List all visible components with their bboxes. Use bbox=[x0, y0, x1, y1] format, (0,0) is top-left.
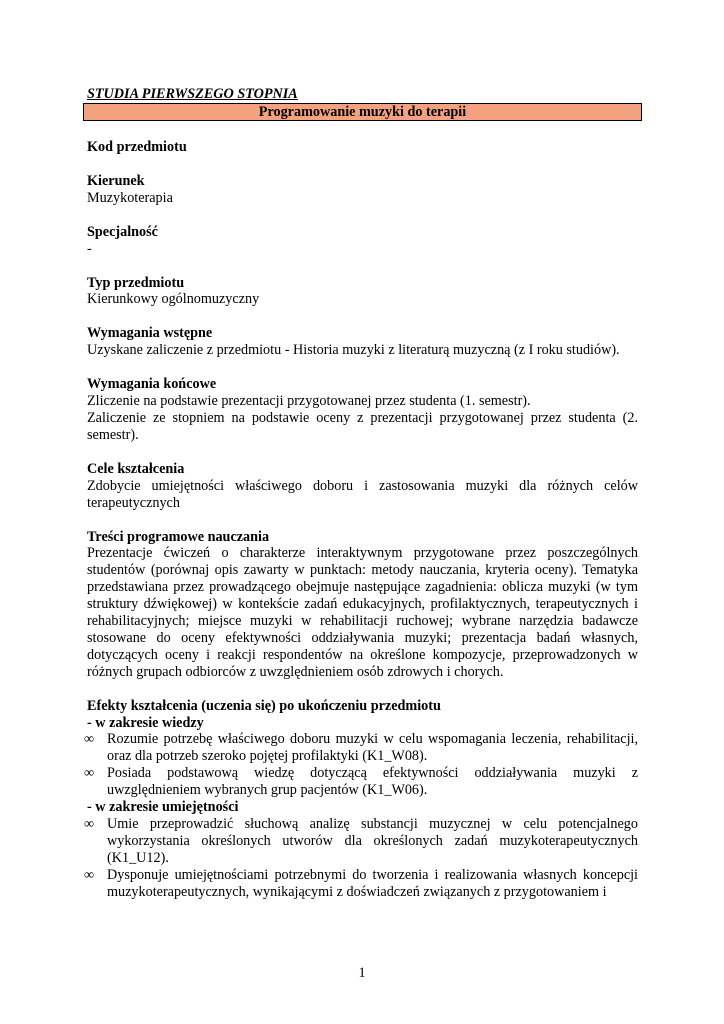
heading-kierunek: Kierunek bbox=[87, 172, 145, 189]
text-typ: Kierunkowy ogólnomuzyczny bbox=[87, 291, 260, 308]
heading-efekty: Efekty kształcenia (uczenia się) po ukończeniu przedmiotu bbox=[87, 697, 441, 714]
heading-typ: Typ przedmiotu bbox=[87, 274, 185, 291]
text-tresci: Prezentacje ćwiczeń o charakterze interaktywnym przygotowane przez poszczególnych studentów (porównaj opis zawarty w punktach: metody nauczania, kryteria oceny). Tematyka przedstawiana przez prowadzącego obejmuje następujące zagadnienia: oblicza muzyki (w tym struktury dźwiękowej) w kontekście zadań edukacyjnych, profilaktycznych, terapeutycznych i rehabilitacyjnych; miejsce muzyki w rehabilitacji ruchowej; wybrane narzędzia badawcze stosowane do oceny efektywności oddziaływania muzyki; prezentacja badań własnych, dotyczących oceny i reakcji respondentów na określone kompozycje, przeprowadzonych w różnych grupach odbiorców z uwzględnieniem osób zdrowych i chorych. bbox=[87, 545, 638, 680]
label-wiedza: - w zakresie wiedzy bbox=[87, 714, 204, 731]
section-wymagania-wstepne bbox=[87, 325, 638, 359]
infinity-bullet-icon: ∞ bbox=[84, 731, 95, 748]
section-kod bbox=[87, 139, 638, 156]
infinity-bullet-icon: ∞ bbox=[84, 816, 95, 832]
document-content bbox=[84, 86, 638, 901]
list-item bbox=[84, 731, 638, 765]
label-umiejetnosci: - w zakresie umiejętności bbox=[87, 799, 239, 816]
section-wymagania-koncowe bbox=[87, 376, 638, 444]
text-wymagania-koncowe-2: Zaliczenie ze stopniem na podstawie oceny z prezentacji przygotowanej przez studenta (2. semestr). bbox=[87, 409, 638, 443]
section-tresci bbox=[87, 529, 638, 681]
list-item bbox=[84, 866, 638, 901]
page-number: 1 bbox=[358, 965, 366, 981]
text-specjalnosc: - bbox=[87, 240, 92, 257]
section-typ bbox=[87, 275, 638, 309]
list-item-text: Posiada podstawową wiedzę dotyczącą efektywności oddziaływania muzyki z uwzględnieniem wybranych grup pacjentów (K1_W06). bbox=[107, 765, 638, 799]
text-wymagania-koncowe-1: Zliczenie na podstawie prezentacji przygotowanej przez studenta (1. semestr). bbox=[87, 393, 531, 410]
list-item-text: Dysponuje umiejętnościami potrzebnymi do tworzenia i realizowania własnych koncepcji muzykoterapeutycznych, wynikającymi z doświadczeń związanych z przygotowaniem i bbox=[107, 866, 638, 900]
heading-wymagania-wstepne: Wymagania wstępne bbox=[87, 325, 213, 342]
heading-cele: Cele kształcenia bbox=[87, 460, 185, 477]
heading-tresci: Treści programowe nauczania bbox=[87, 528, 270, 545]
list-item bbox=[84, 816, 638, 867]
study-level: STUDIA PIERWSZEGO STOPNIA bbox=[87, 86, 298, 102]
section-kierunek bbox=[87, 173, 638, 207]
text-wymagania-wstepne: Uzyskane zaliczenie z przedmiotu - Historia muzyki z literaturą muzyczną (z I roku studiów). bbox=[87, 342, 620, 359]
list-item-text: Rozumie potrzebę właściwego doboru muzyki w celu wspomagania leczenia, rehabilitacji, oraz dla potrzeb szeroko pojętej profilaktyki (K1_W08). bbox=[107, 731, 638, 765]
text-kierunek: Muzykoterapia bbox=[87, 189, 173, 206]
section-cele bbox=[87, 461, 638, 512]
section-specjalnosc bbox=[87, 224, 638, 258]
infinity-bullet-icon: ∞ bbox=[84, 765, 95, 782]
infinity-bullet-icon: ∞ bbox=[84, 866, 95, 883]
list-item-text: Umie przeprowadzić słuchową analizę substancji muzycznej w celu potencjalnego wykorzystania określonych utworów dla określonych zadań muzykoterapeutycznych (K1_U12). bbox=[107, 816, 638, 866]
heading-wymagania-koncowe: Wymagania końcowe bbox=[87, 376, 217, 393]
heading-kod: Kod przedmiotu bbox=[87, 139, 187, 155]
section-efekty bbox=[84, 697, 638, 901]
heading-specjalnosc: Specjalność bbox=[87, 223, 158, 240]
text-cele: Zdobycie umiejętności właściwego doboru i zastosowania muzyki dla różnych celów terapeutycznych bbox=[87, 477, 638, 511]
list-item bbox=[84, 765, 638, 799]
course-title: Programowanie muzyki do terapii bbox=[83, 103, 642, 121]
